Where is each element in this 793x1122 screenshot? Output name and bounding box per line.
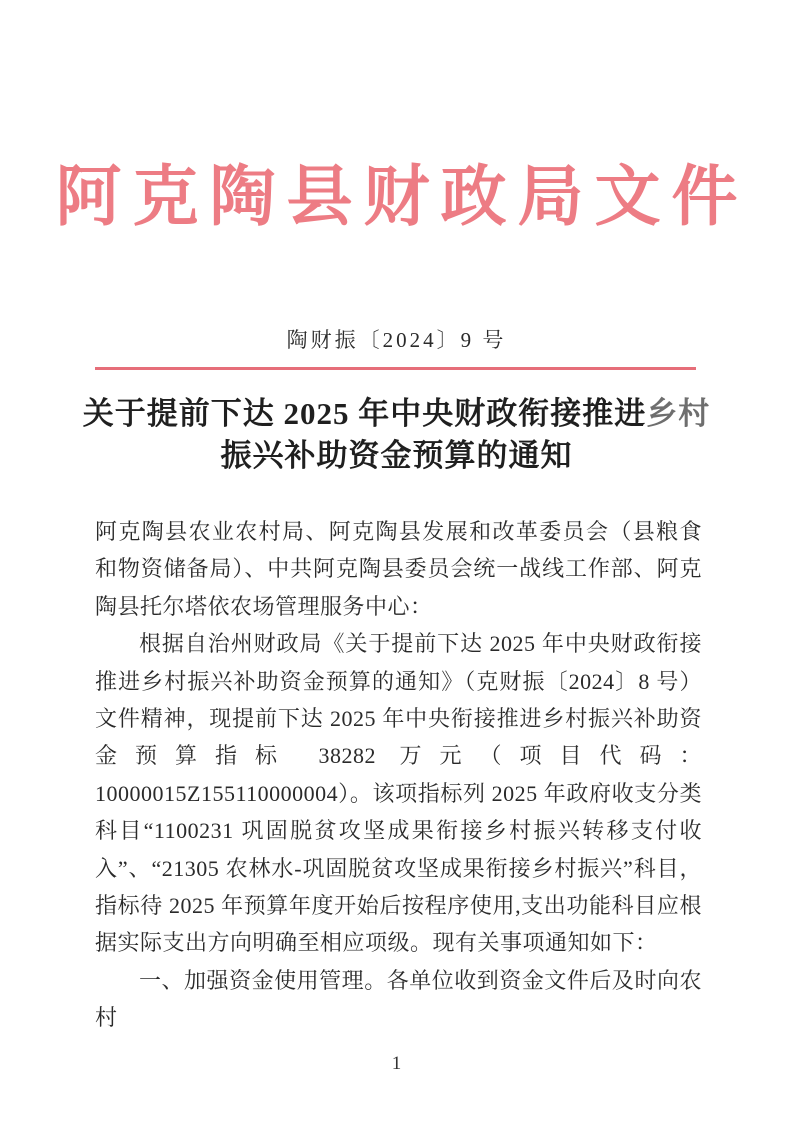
- document-title-line1-faded: 乡村: [646, 396, 711, 431]
- document-body: [95, 513, 702, 1037]
- paragraph-main-notice: 根据自治州财政局《关于提前下达 2025 年中央财政衔接推进乡村振兴补助资金预算的通知》（克财振〔2024〕8 号）文件精神，现提前下达 2025 年中央衔接推进乡村振兴补助资金预算指标 38282 万元（项目代码：10000015Z155110000004）。该项指标列 2025 年政府收支分类科目“1100231 巩固脱贫攻坚成果衔接乡村振兴转移支付收入”、“21305 农林水-巩固脱贫攻坚成果衔接乡村振兴”科目，指标待 2025 年预算年度开始后按程序使用,支出功能科目应根据实际支出方向明确至相应项级。现有关事项通知如下：: [95, 631, 702, 956]
- document-title-line2: 振兴补助资金预算的通知: [220, 438, 573, 473]
- agency-banner-title: 阿克陶县财政局文件: [55, 161, 749, 234]
- page-number: 1: [391, 1053, 402, 1074]
- document-reference-number: 陶财振〔2024〕9 号: [286, 328, 507, 352]
- document-title-line1-main: 关于提前下达 2025 年中央财政衔接推进: [82, 396, 647, 431]
- document-title: [55, 393, 738, 477]
- paragraph-item-one: 一、加强资金使用管理。各单位收到资金文件后及时向农村: [95, 967, 702, 1031]
- red-header-divider: [95, 367, 696, 370]
- paragraph-recipients: 阿克陶县农业农村局、阿克陶县发展和改革委员会（县粮食和物资储备局）、中共阿克陶县委员会统一战线工作部、阿克陶县托尔塔依农场管理服务中心：: [95, 519, 702, 619]
- document-title-line1: [55, 393, 738, 435]
